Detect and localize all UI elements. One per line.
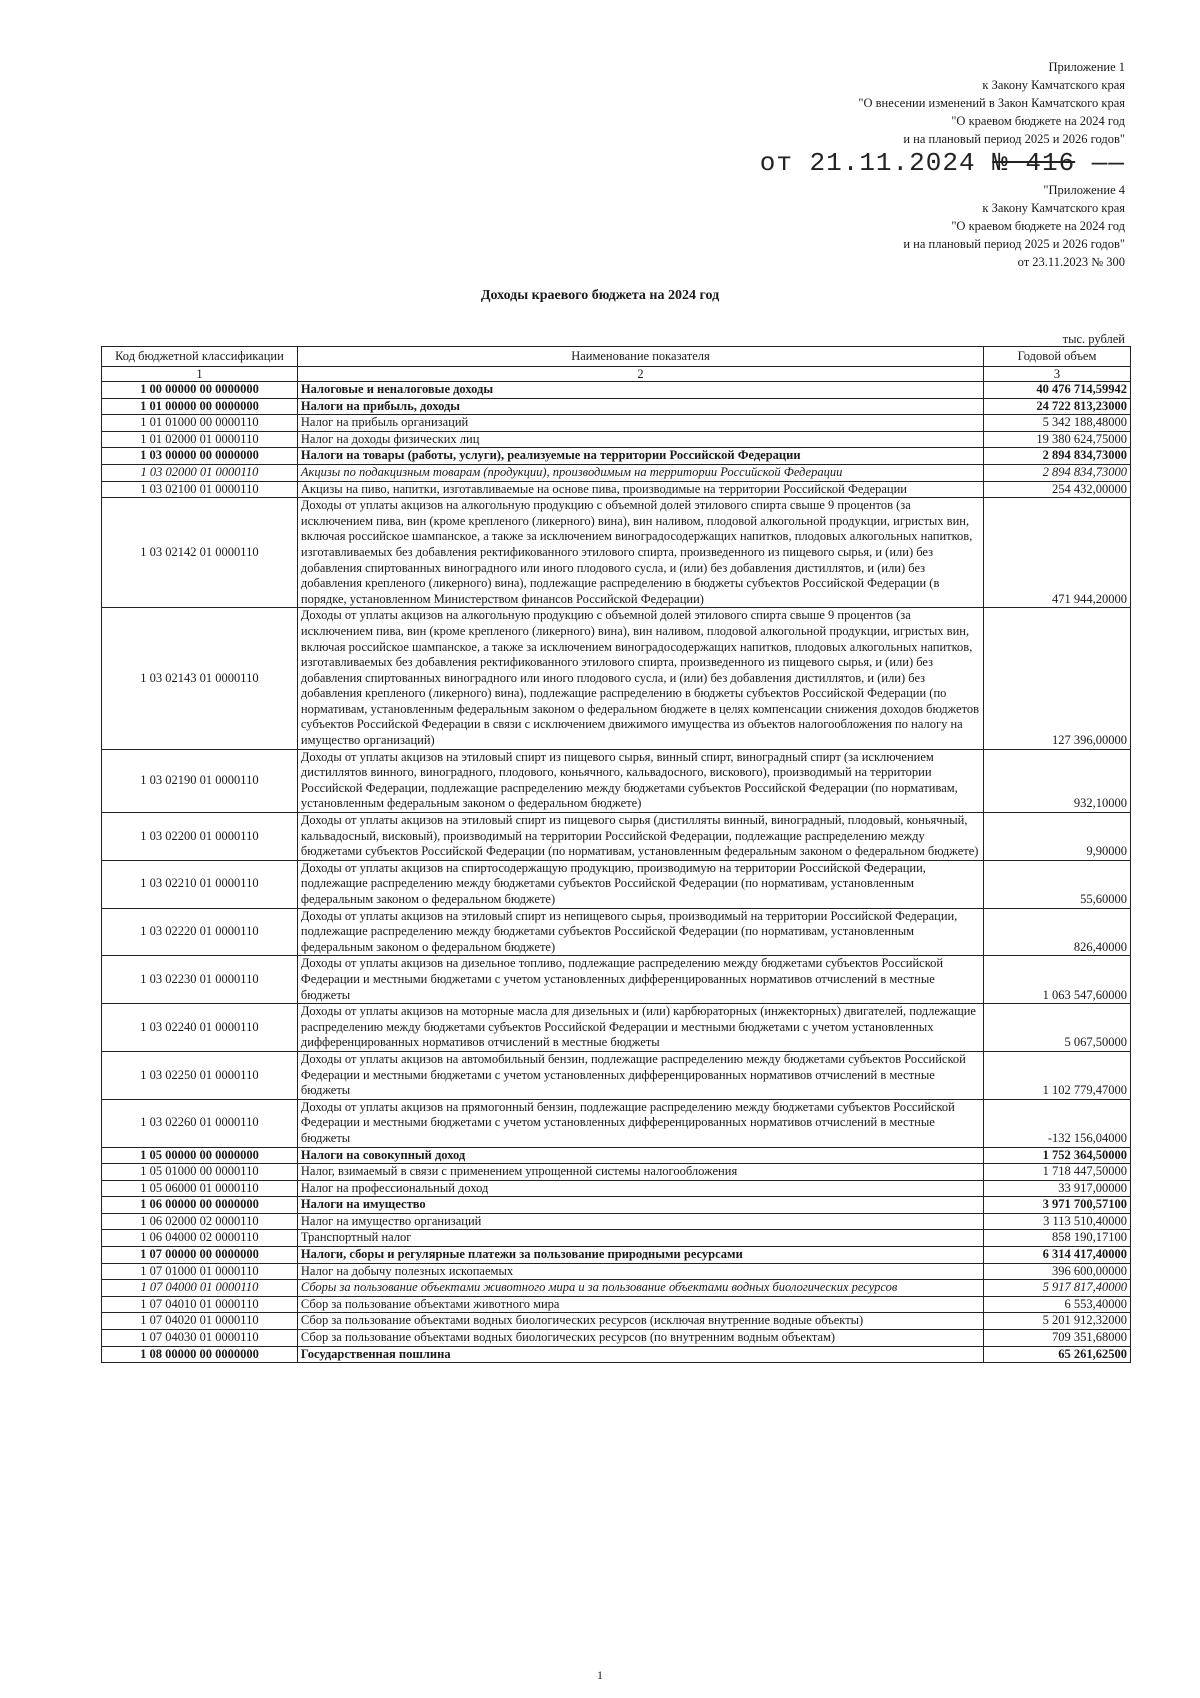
row-name: Налог, взимаемый в связи с применением упрощенной системы налогообложения — [297, 1164, 983, 1181]
row-value: 6 314 417,40000 — [984, 1247, 1131, 1264]
header-code: Код бюджетной классификации — [102, 347, 298, 367]
row-code: 1 07 01000 01 0000110 — [102, 1263, 298, 1280]
row-name: Налоги на совокупный доход — [297, 1147, 983, 1164]
table-row — [102, 956, 1131, 1004]
row-code: 1 07 04020 01 0000110 — [102, 1313, 298, 1330]
row-name: Налоговые и неналоговые доходы — [297, 382, 983, 399]
row-code: 1 03 02230 01 0000110 — [102, 956, 298, 1004]
row-value: 3 971 700,57100 — [984, 1197, 1131, 1214]
annex-header-1-line: к Закону Камчатского края — [982, 78, 1125, 92]
page-number: 1 — [597, 1668, 603, 1682]
row-code: 1 06 04000 02 0000110 — [102, 1230, 298, 1247]
stamp-date: от 21.11.2024 — [759, 148, 993, 178]
table-row — [102, 1230, 1131, 1247]
table-row — [102, 860, 1131, 908]
column-number-row — [102, 367, 1131, 382]
annex-header-1-line: и на плановый период 2025 и 2026 годов" — [903, 132, 1125, 146]
row-name: Государственная пошлина — [297, 1346, 983, 1363]
table-row — [102, 1280, 1131, 1297]
budget-table-body — [102, 382, 1131, 1363]
stamp-number: № 416 — [992, 148, 1076, 178]
table-row — [102, 813, 1131, 861]
row-value: 396 600,00000 — [984, 1263, 1131, 1280]
annex-header-2-line: от 23.11.2023 № 300 — [1017, 255, 1125, 269]
row-name: Налоги на товары (работы, услуги), реализуемые на территории Российской Федерации — [297, 448, 983, 465]
row-value: 55,60000 — [984, 860, 1131, 908]
document-title: Доходы краевого бюджета на 2024 год — [480, 288, 720, 303]
row-value: 254 432,00000 — [984, 481, 1131, 498]
column-number: 2 — [297, 367, 983, 382]
row-value: 5 342 188,48000 — [984, 415, 1131, 432]
row-name: Доходы от уплаты акцизов на этиловый спирт из непищевого сырья, производимый на территории Российской Федерации, подлежащие распределению между бюджетами субъектов Российской Федерации (по нормативам, установленным федеральным законом о федеральном бюджете) — [297, 908, 983, 956]
annex-header-1-line: "О внесении изменений в Закон Камчатского края — [858, 96, 1125, 110]
table-row — [102, 1004, 1131, 1052]
annex-header-2-line: "Приложение 4 — [1043, 183, 1125, 197]
row-code: 1 07 04010 01 0000110 — [102, 1296, 298, 1313]
row-value: 1 063 547,60000 — [984, 956, 1131, 1004]
row-code: 1 03 02142 01 0000110 — [102, 498, 298, 608]
row-name: Налог на имущество организаций — [297, 1213, 983, 1230]
table-row — [102, 398, 1131, 415]
annex-header-2-line: "О краевом бюджете на 2024 год — [951, 219, 1125, 233]
row-value: 65 261,62500 — [984, 1346, 1131, 1363]
date-number-stamp — [760, 148, 1125, 178]
row-code: 1 03 02250 01 0000110 — [102, 1051, 298, 1099]
row-name: Налоги, сборы и регулярные платежи за пользование природными ресурсами — [297, 1247, 983, 1264]
row-code: 1 03 02100 01 0000110 — [102, 481, 298, 498]
annex-header-1 — [858, 58, 1125, 148]
annex-header-1-line: "О краевом бюджете на 2024 год — [951, 114, 1125, 128]
table-row — [102, 1099, 1131, 1147]
row-value: 5 067,50000 — [984, 1004, 1131, 1052]
row-value: 826,40000 — [984, 908, 1131, 956]
row-value: 709 351,68000 — [984, 1330, 1131, 1347]
row-code: 1 01 02000 01 0000110 — [102, 431, 298, 448]
annex-header-1-line: Приложение 1 — [1048, 60, 1125, 74]
column-number: 1 — [102, 367, 298, 382]
row-value: 5 917 817,40000 — [984, 1280, 1131, 1297]
table-row — [102, 1313, 1131, 1330]
table-row — [102, 1263, 1131, 1280]
row-name: Доходы от уплаты акцизов на алкогольную продукцию с объемной долей этилового спирта свыше 9 процентов (за исключением пива, вин (кроме крепленого (ликерного) вина), вин наливом, плодовой алкогольной продукции, игристых вин, включая российское шампанское, а также за исключением виноградосодержащих напитков, плодовых алкогольных напитков, изготавливаемых без добавления ректификованного этилового спирта, произведенного из пищевого сырья, и (или) без добавления спиртованных виноградного или иного плодового сусла, и (или) без добавления дистиллятов, и (или) без добавления крепленого (ликерного) вина), подлежащие распределению в бюджеты субъектов Российской Федерации (в порядке, установленном Министерством финансов Российской Федерации) — [297, 498, 983, 608]
row-code: 1 07 04030 01 0000110 — [102, 1330, 298, 1347]
table-row — [102, 481, 1131, 498]
table-row — [102, 1213, 1131, 1230]
row-code: 1 03 02240 01 0000110 — [102, 1004, 298, 1052]
row-value: 932,10000 — [984, 749, 1131, 812]
header-value: Годовой объем — [984, 347, 1131, 367]
table-row — [102, 382, 1131, 399]
row-code: 1 07 04000 01 0000110 — [102, 1280, 298, 1297]
row-name: Налоги на имущество — [297, 1197, 983, 1214]
row-value: 40 476 714,59942 — [984, 382, 1131, 399]
row-name: Акцизы по подакцизным товарам (продукции), производимым на территории Российской Федерации — [297, 464, 983, 481]
row-name: Налоги на прибыль, доходы — [297, 398, 983, 415]
row-name: Доходы от уплаты акцизов на этиловый спирт из пищевого сырья, винный спирт, виноградный спирт (за исключением дистиллятов винного, виноградного, плодового, коньячного, кальвадосного, вискового), производимый на территории Российской Федерации, подлежащие распределению между бюджетами субъектов Российской Федерации (по нормативам, установленным федеральным законом о федеральном бюджете) — [297, 749, 983, 812]
row-name: Доходы от уплаты акцизов на спиртосодержащую продукцию, производимую на территории Российской Федерации, подлежащие распределению между бюджетами субъектов Российской Федерации (по нормативам, установленным федеральным законом о федеральном бюджете) — [297, 860, 983, 908]
table-row — [102, 415, 1131, 432]
row-value: 6 553,40000 — [984, 1296, 1131, 1313]
row-value: 2 894 834,73000 — [984, 464, 1131, 481]
row-value: 858 190,17100 — [984, 1230, 1131, 1247]
table-row — [102, 448, 1131, 465]
row-value: 9,90000 — [984, 813, 1131, 861]
row-code: 1 03 00000 00 0000000 — [102, 448, 298, 465]
table-row — [102, 431, 1131, 448]
table-row — [102, 1164, 1131, 1181]
table-header-row — [102, 347, 1131, 367]
header-name: Наименование показателя — [297, 347, 983, 367]
row-name: Доходы от уплаты акцизов на автомобильный бензин, подлежащие распределению между бюджетами субъектов Российской Федерации и местными бюджетами с учетом установленных дифференцированных нормативов отчислений в местные бюджеты — [297, 1051, 983, 1099]
row-name: Налог на доходы физических лиц — [297, 431, 983, 448]
row-value: 19 380 624,75000 — [984, 431, 1131, 448]
units-label: тыс. рублей — [1062, 332, 1125, 346]
row-name: Сбор за пользование объектами животного мира — [297, 1296, 983, 1313]
table-row — [102, 749, 1131, 812]
table-row — [102, 908, 1131, 956]
table-row — [102, 464, 1131, 481]
stamp-tail: —— — [1091, 148, 1125, 178]
row-value: -132 156,04000 — [984, 1099, 1131, 1147]
row-code: 1 03 02200 01 0000110 — [102, 813, 298, 861]
annex-header-2-line: и на плановый период 2025 и 2026 годов" — [903, 237, 1125, 251]
row-name: Акцизы на пиво, напитки, изготавливаемые на основе пива, производимые на территории Российской Федерации — [297, 481, 983, 498]
column-number: 3 — [984, 367, 1131, 382]
table-row — [102, 1346, 1131, 1363]
table-row — [102, 1296, 1131, 1313]
row-value: 1 718 447,50000 — [984, 1164, 1131, 1181]
row-code: 1 08 00000 00 0000000 — [102, 1346, 298, 1363]
row-code: 1 01 00000 00 0000000 — [102, 398, 298, 415]
row-name: Транспортный налог — [297, 1230, 983, 1247]
row-value: 1 102 779,47000 — [984, 1051, 1131, 1099]
row-code: 1 00 00000 00 0000000 — [102, 382, 298, 399]
row-code: 1 03 02260 01 0000110 — [102, 1099, 298, 1147]
table-row — [102, 1330, 1131, 1347]
row-code: 1 06 00000 00 0000000 — [102, 1197, 298, 1214]
table-row — [102, 1247, 1131, 1264]
row-name: Налог на добычу полезных ископаемых — [297, 1263, 983, 1280]
row-code: 1 03 02000 01 0000110 — [102, 464, 298, 481]
row-code: 1 03 02210 01 0000110 — [102, 860, 298, 908]
row-name: Сбор за пользование объектами водных биологических ресурсов (по внутренним водным объектам) — [297, 1330, 983, 1347]
row-code: 1 06 02000 02 0000110 — [102, 1213, 298, 1230]
row-code: 1 03 02143 01 0000110 — [102, 608, 298, 749]
row-code: 1 03 02220 01 0000110 — [102, 908, 298, 956]
annex-header-2-line: к Закону Камчатского края — [982, 201, 1125, 215]
row-name: Доходы от уплаты акцизов на прямогонный бензин, подлежащие распределению между бюджетами субъектов Российской Федерации и местными бюджетами с учетом установленных дифференцированных нормативов отчислений в местные бюджеты — [297, 1099, 983, 1147]
row-name: Доходы от уплаты акцизов на алкогольную продукцию с объемной долей этилового спирта свыше 9 процентов (за исключением пива, вин (кроме крепленого (ликерного) вина), вин наливом, плодовой алкогольной продукции, игристых вин, включая российское шампанское, а также за исключением виноградосодержащих напитков, плодовых алкогольных напитков, изготавливаемых без добавления ректификованного этилового спирта, произведенного из пищевого сырья, и (или) без добавления спиртованных виноградного или иного плодового сусла, и (или) без добавления дистиллятов, и (или) без добавления крепленого (ликерного) вина), подлежащие распределению в бюджеты субъектов Российской Федерации (по нормативам, установленным федеральным законом о федеральном бюджете в целях компенсации снижения доходов бюджетов субъектов Российской Федерации в связи с исключением движимого имущества из объектов налогообложения по налогу на имущество организаций) — [297, 608, 983, 749]
row-code: 1 07 00000 00 0000000 — [102, 1247, 298, 1264]
row-name: Доходы от уплаты акцизов на этиловый спирт из пищевого сырья (дистилляты винный, виноградный, плодовый, коньячный, кальвадосный, висковый), производимый на территории Российской Федерации, подлежащие распределению между бюджетами субъектов Российской Федерации (по нормативам, установленным федеральным законом о федеральном бюджете) — [297, 813, 983, 861]
table-row — [102, 498, 1131, 608]
row-value: 3 113 510,40000 — [984, 1213, 1131, 1230]
row-value: 24 722 813,23000 — [984, 398, 1131, 415]
table-row — [102, 1147, 1131, 1164]
row-value: 127 396,00000 — [984, 608, 1131, 749]
row-value: 2 894 834,73000 — [984, 448, 1131, 465]
table-row — [102, 1180, 1131, 1197]
row-code: 1 05 00000 00 0000000 — [102, 1147, 298, 1164]
row-code: 1 01 01000 00 0000110 — [102, 415, 298, 432]
row-value: 471 944,20000 — [984, 498, 1131, 608]
row-value: 5 201 912,32000 — [984, 1313, 1131, 1330]
row-name: Налог на прибыль организаций — [297, 415, 983, 432]
table-row — [102, 1051, 1131, 1099]
row-code: 1 05 06000 01 0000110 — [102, 1180, 298, 1197]
row-name: Сборы за пользование объектами животного мира и за пользование объектами водных биологических ресурсов — [297, 1280, 983, 1297]
row-value: 1 752 364,50000 — [984, 1147, 1131, 1164]
row-name: Доходы от уплаты акцизов на дизельное топливо, подлежащие распределению между бюджетами субъектов Российской Федерации и местными бюджетами с учетом установленных дифференцированных нормативов отчислений в местные бюджеты — [297, 956, 983, 1004]
table-row — [102, 608, 1131, 749]
row-code: 1 05 01000 00 0000110 — [102, 1164, 298, 1181]
row-name: Сбор за пользование объектами водных биологических ресурсов (исключая внутренние водные объекты) — [297, 1313, 983, 1330]
annex-header-2 — [903, 181, 1125, 271]
row-name: Доходы от уплаты акцизов на моторные масла для дизельных и (или) карбюраторных (инжекторных) двигателей, подлежащие распределению между бюджетами субъектов Российской Федерации и местными бюджетами с учетом установленных дифференцированных нормативов отчислений в местные бюджеты — [297, 1004, 983, 1052]
table-row — [102, 1197, 1131, 1214]
row-code: 1 03 02190 01 0000110 — [102, 749, 298, 812]
budget-table — [101, 346, 1131, 1363]
row-name: Налог на профессиональный доход — [297, 1180, 983, 1197]
row-value: 33 917,00000 — [984, 1180, 1131, 1197]
